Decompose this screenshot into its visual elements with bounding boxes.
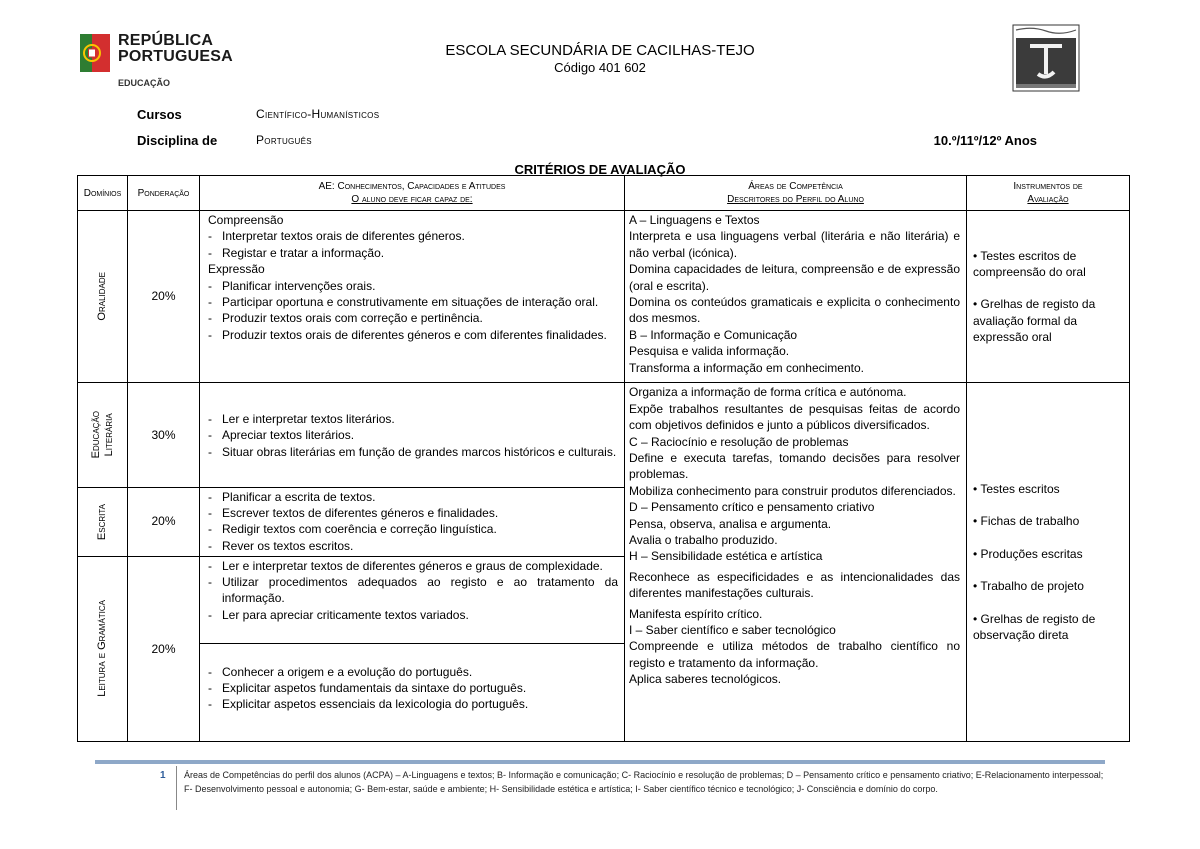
discipline-label: Disciplina de	[137, 133, 218, 148]
list-item: - Redigir textos com coerência e correção linguística.	[208, 521, 618, 537]
domain-line1: Educação	[89, 411, 102, 459]
republic-sub: EDUCAÇÃO	[118, 78, 171, 88]
ae-cell-educacao-literaria	[200, 383, 625, 487]
criteria-table	[77, 175, 1130, 742]
header-domains: Domínios	[78, 176, 128, 211]
weight-escrita: 20%	[128, 487, 200, 556]
list-item: - Apreciar textos literários.	[208, 427, 618, 443]
list-item: - Ler e interpretar textos de diferentes géneros e graus de complexidade.	[208, 558, 618, 574]
instrument-item: • Produções escritas	[973, 546, 1083, 561]
school-code: Código 401 602	[554, 60, 646, 75]
footer-note: Áreas de Competências do perfil dos alunos (ACPA) – A-Linguagens e textos; B- Informação e comunicação; C- Raciocínio e resolução de problemas; D – Pensamento crítico e pensamento criativo; E-Relacionamento interpessoal; F- Desenvolvimento pessoal e autonomia; G- Bem-estar, saúde e ambiente; H- Sensibilidade estética e artística; I- Saber científico técnico e tecnológico; J- Consciência e domínio do corpo.	[184, 770, 1104, 794]
instrument-item: • Grelhas de registo de observação direta	[973, 611, 1096, 642]
descriptor-line: Domina capacidades de leitura, compreensão e de expressão (oral e escrita).	[629, 262, 960, 293]
ae-gramatica-block	[208, 644, 618, 713]
header-areas	[625, 176, 967, 211]
list-item: - Participar oportuna e construtivamente em situações de interação oral.	[208, 294, 618, 310]
portuguese-emblem-icon	[80, 34, 110, 72]
header-instruments-line1: Instrumentos de	[1013, 181, 1083, 193]
footer-divider	[176, 766, 177, 810]
instrument-item: • Testes escritos	[973, 481, 1060, 496]
list-item: - Registar e tratar a informação.	[208, 245, 618, 261]
list-item: - Planificar a escrita de textos.	[208, 489, 618, 505]
school-tejo-logo	[1012, 24, 1080, 92]
instrument-item: • Grelhas de registo da avaliação formal da expressão oral	[973, 297, 1096, 345]
domain-cell-escrita	[78, 487, 128, 556]
list-item: - Utilizar procedimentos adequados ao registo e ao tratamento da informação.	[208, 574, 618, 607]
descriptor-line: Avalia o trabalho produzido.	[629, 533, 778, 547]
ae-cell-oralidade	[200, 211, 625, 383]
domain-oralidade: Oralidade	[96, 272, 108, 321]
descriptor-line: Manifesta espírito crítico.	[629, 606, 763, 621]
republica-portuguesa-logo	[78, 30, 233, 92]
descriptor-line: Reconhece as especificidades e as intencionalidades das diferentes manifestações culturais.	[629, 569, 960, 601]
discipline-value: Português	[256, 133, 312, 147]
table-row-educacao-literaria	[78, 383, 1130, 487]
list-item: - Produzir textos orais com correção e pertinência.	[208, 310, 618, 326]
descriptor-line: Pensa, observa, analisa e argumenta.	[629, 516, 832, 531]
weight-oralidade: 20%	[128, 211, 200, 383]
descriptors-part2	[625, 383, 967, 742]
header-areas-line2: Descritores do Perfil do Aluno	[727, 194, 864, 206]
descriptor-line: B – Informação e Comunicação	[629, 327, 798, 342]
descriptor-line: H – Sensibilidade estética e artística	[629, 549, 823, 564]
domain-cell-leitura-gramatica	[78, 556, 128, 741]
footer-page-number: 1	[160, 770, 166, 781]
list-item: - Escrever textos de diferentes géneros e finalidades.	[208, 505, 618, 521]
descriptor-line: I – Saber científico e saber tecnológico	[629, 623, 836, 638]
ae-leitura-block	[208, 558, 618, 643]
domain-escrita: Escrita	[96, 503, 108, 540]
instrument-item: • Trabalho de projeto	[973, 579, 1084, 594]
descriptor-line: Organiza a informação de forma crítica e autónoma.	[629, 385, 907, 400]
course-value: Científico-Humanísticos	[256, 107, 380, 121]
school-name: ESCOLA SECUNDÁRIA DE CACILHAS-TEJO	[445, 42, 755, 59]
descriptors-part1	[625, 211, 967, 383]
comp-heading: Compreensão	[208, 213, 284, 228]
table-row-oralidade	[78, 211, 1130, 383]
descriptor-line: C – Raciocínio e resolução de problemas	[629, 434, 849, 449]
list-item: - Situar obras literárias em função de grandes marcos históricos e culturais.	[208, 444, 618, 460]
table-header-row	[78, 176, 1130, 211]
list-item: - Rever os textos escritos.	[208, 538, 618, 554]
instrument-item: • Fichas de trabalho	[973, 514, 1080, 529]
weight-leitura-gramatica: 20%	[128, 556, 200, 741]
header-weight: Ponderação	[128, 176, 200, 211]
descriptor-line: Mobiliza conhecimento para construir produtos diferenciados.	[629, 483, 956, 498]
instruments-oral	[967, 211, 1130, 383]
list-item: - Explicitar aspetos essenciais da lexicologia do português.	[208, 696, 618, 712]
domain-cell-oralidade	[78, 211, 128, 383]
descriptor-line: Compreende e utiliza métodos de trabalho científico no registo e tratamento da informação.	[629, 639, 960, 670]
list-item: - Produzir textos orais de diferentes géneros e com diferentes finalidades.	[208, 327, 618, 343]
header-instruments-line2: Avaliação	[1027, 194, 1069, 206]
header-ae	[200, 176, 625, 211]
descriptor-line: Expõe trabalhos resultantes de pesquisas feitas de acordo com objetivos definidos e junto a públicos diversificados.	[629, 401, 960, 433]
header-ae-line1: AE: Conhecimentos, Capacidades e Atitudes	[318, 181, 506, 193]
descriptor-line: A – Linguagens e Textos	[629, 213, 760, 228]
years-label: 10.º/11º/12º Anos	[933, 133, 1037, 148]
list-item: - Interpretar textos orais de diferentes géneros.	[208, 228, 618, 244]
header-instruments	[967, 176, 1130, 211]
descriptor-line: Aplica saberes tecnológicos.	[629, 672, 782, 687]
list-item: - Explicitar aspetos fundamentais da sintaxe do português.	[208, 680, 618, 696]
list-item: - Planificar intervenções orais.	[208, 278, 618, 294]
descriptor-line: Transforma a informação em conhecimento.	[629, 360, 864, 375]
domain-cell-educacao-literaria	[78, 383, 128, 487]
descriptor-line: D – Pensamento crítico e pensamento criativo	[629, 500, 875, 515]
ae-cell-leitura-gramatica	[200, 556, 625, 741]
domain-leitura-gramatica: Leitura e Gramática	[96, 600, 108, 698]
page-title: CRITÉRIOS DE AVALIAÇÃO	[514, 162, 686, 177]
ae-cell-escrita	[200, 487, 625, 556]
header-ae-line2: O aluno deve ficar capaz de:	[351, 194, 473, 206]
expr-heading: Expressão	[208, 262, 265, 277]
list-item: - Ler e interpretar textos literários.	[208, 411, 618, 427]
republic-line2: PORTUGUESA	[118, 48, 233, 65]
header-areas-line1: Áreas de Competência	[748, 181, 843, 193]
republic-line1: REPÚBLICA	[118, 32, 214, 49]
descriptor-line: Define e executa tarefas, tomando decisões para resolver problemas.	[629, 450, 960, 482]
footer-rule	[95, 760, 1105, 764]
descriptor-line: Interpreta e usa linguagens verbal (literária e não literária) e não verbal (icónica).	[629, 229, 960, 260]
domain-educacao-literaria	[90, 411, 116, 458]
descriptor-line: Pesquisa e valida informação.	[629, 344, 790, 359]
domain-line2: Literária	[102, 413, 115, 457]
list-item: - Conhecer a origem e a evolução do português.	[208, 664, 618, 680]
descriptor-line: Domina os conteúdos gramaticais e explicita o conhecimento dos mesmos.	[629, 295, 960, 326]
instruments-others	[967, 383, 1130, 742]
list-item: - Ler para apreciar criticamente textos variados.	[208, 607, 618, 623]
course-label: Cursos	[137, 107, 182, 122]
weight-educacao-literaria: 30%	[128, 383, 200, 487]
instrument-item: • Testes escritos de compreensão do oral	[973, 248, 1086, 280]
